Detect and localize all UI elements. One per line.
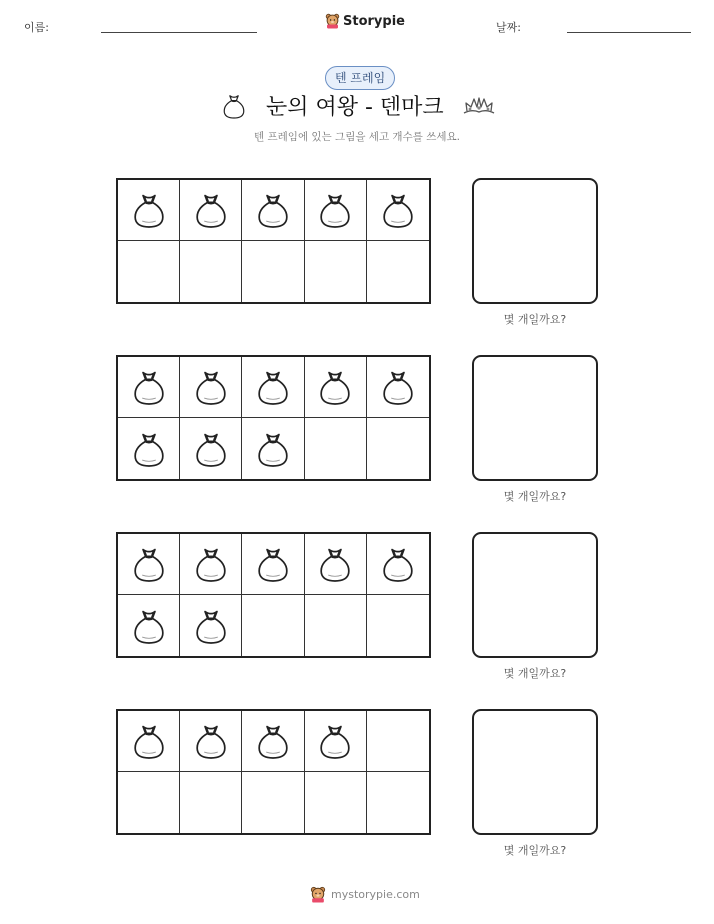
- date-line[interactable]: [567, 32, 691, 33]
- count-question: 몇 개일까요?: [503, 490, 567, 503]
- ten-frame-cell: [242, 595, 304, 656]
- count-question: 몇 개일까요?: [503, 667, 567, 680]
- footer-site: mystorypie.com: [331, 888, 420, 901]
- answer-box[interactable]: [472, 355, 598, 481]
- topic-badge: 텐 프레임: [325, 66, 395, 90]
- money-bag-icon: [318, 544, 352, 584]
- ten-frame-cell: [242, 180, 304, 241]
- money-bag-icon: [256, 721, 290, 761]
- ten-frame-cell: [367, 180, 429, 241]
- money-bag-icon: [132, 544, 166, 584]
- ten-frame-cell: [242, 241, 304, 302]
- ten-frame-cell: [180, 180, 242, 241]
- money-bag-icon: [256, 544, 290, 584]
- ten-frame-cell: [367, 534, 429, 595]
- date-label: 날짜:: [496, 21, 521, 34]
- money-bag-icon: [318, 721, 352, 761]
- crown-branch-icon: [462, 95, 496, 117]
- ten-frame-cell: [180, 357, 242, 418]
- money-bag-icon: [318, 190, 352, 230]
- answer-box[interactable]: [472, 178, 598, 304]
- ten-frame: [116, 532, 431, 658]
- name-label: 이름:: [24, 21, 49, 34]
- money-bag-icon: [256, 190, 290, 230]
- bear-mascot-icon: [325, 13, 340, 29]
- ten-frame-cell: [118, 418, 180, 479]
- title-left-icon: [222, 91, 246, 125]
- ten-frame-cell: [305, 595, 367, 656]
- ten-frame-cell: [242, 418, 304, 479]
- bear-mascot-icon: [310, 886, 326, 903]
- ten-frame-cell: [118, 534, 180, 595]
- title-right-icon: [462, 95, 496, 121]
- ten-frame-cell: [305, 534, 367, 595]
- answer-box[interactable]: [472, 709, 598, 835]
- money-bag-icon: [132, 190, 166, 230]
- ten-frame-cell: [242, 357, 304, 418]
- money-bag-icon: [194, 367, 228, 407]
- ten-frame-cell: [180, 711, 242, 772]
- ten-frame-cell: [118, 180, 180, 241]
- ten-frame-cell: [305, 711, 367, 772]
- ten-frame-cell: [118, 241, 180, 302]
- money-bag-icon: [194, 544, 228, 584]
- ten-frame-cell: [367, 418, 429, 479]
- ten-frame-cell: [180, 595, 242, 656]
- ten-frame-cell: [118, 357, 180, 418]
- money-bag-icon: [222, 91, 246, 121]
- money-bag-icon: [381, 367, 415, 407]
- count-question: 몇 개일까요?: [503, 313, 567, 326]
- money-bag-icon: [132, 367, 166, 407]
- money-bag-icon: [256, 367, 290, 407]
- ten-frame-cell: [367, 241, 429, 302]
- ten-frame-cell: [118, 711, 180, 772]
- money-bag-icon: [132, 606, 166, 646]
- ten-frame-cell: [367, 772, 429, 833]
- money-bag-icon: [132, 721, 166, 761]
- ten-frame-cell: [242, 534, 304, 595]
- ten-frame-cell: [180, 772, 242, 833]
- money-bag-icon: [132, 429, 166, 469]
- money-bag-icon: [194, 606, 228, 646]
- brand-name: Storypie: [343, 13, 405, 29]
- ten-frame-cell: [242, 772, 304, 833]
- ten-frame-cell: [305, 180, 367, 241]
- ten-frame-cell: [118, 772, 180, 833]
- ten-frame-cell: [305, 772, 367, 833]
- money-bag-icon: [256, 429, 290, 469]
- ten-frame-cell: [367, 711, 429, 772]
- ten-frame: [116, 355, 431, 481]
- count-question: 몇 개일까요?: [503, 844, 567, 857]
- ten-frame-cell: [305, 418, 367, 479]
- money-bag-icon: [318, 367, 352, 407]
- money-bag-icon: [381, 190, 415, 230]
- ten-frame-cell: [242, 711, 304, 772]
- instructions: 텐 프레임에 있는 그림을 세고 개수를 쓰세요.: [254, 131, 460, 143]
- answer-box[interactable]: [472, 532, 598, 658]
- money-bag-icon: [194, 429, 228, 469]
- ten-frame-cell: [367, 595, 429, 656]
- ten-frame-cell: [180, 534, 242, 595]
- page-title: 눈의 여왕 - 덴마크: [266, 95, 444, 120]
- ten-frame-cell: [180, 241, 242, 302]
- money-bag-icon: [194, 721, 228, 761]
- ten-frame-cell: [305, 357, 367, 418]
- ten-frame-cell: [180, 418, 242, 479]
- name-line[interactable]: [101, 32, 257, 33]
- footer: [310, 886, 420, 903]
- brand-logo: [325, 13, 405, 29]
- ten-frame: [116, 709, 431, 835]
- ten-frame: [116, 178, 431, 304]
- ten-frame-cell: [305, 241, 367, 302]
- ten-frame-cell: [118, 595, 180, 656]
- money-bag-icon: [381, 544, 415, 584]
- money-bag-icon: [194, 190, 228, 230]
- ten-frame-cell: [367, 357, 429, 418]
